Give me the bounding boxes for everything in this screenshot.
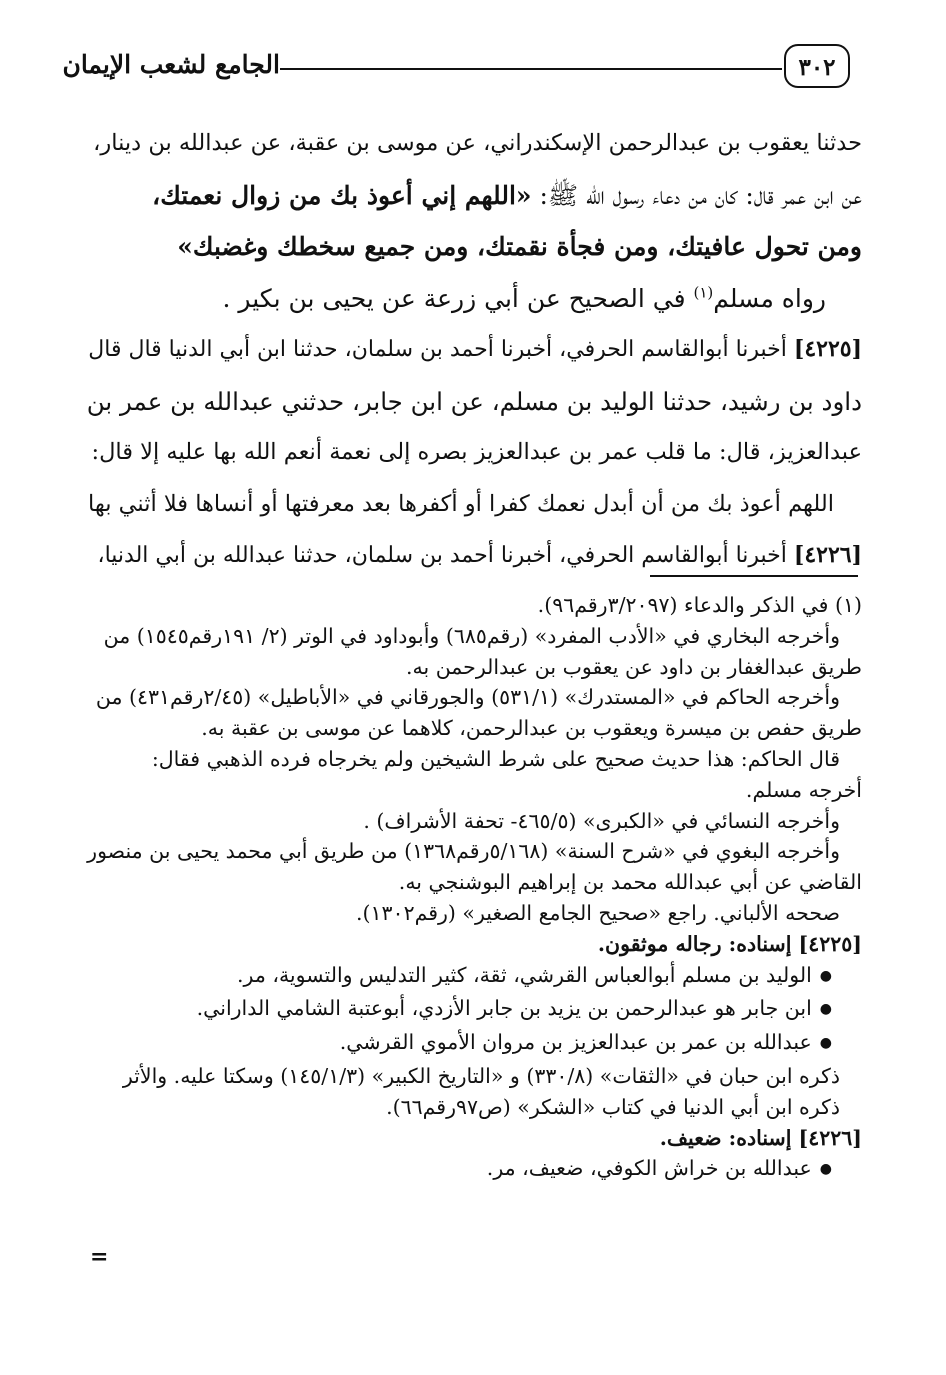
footnote-heading: [٤٢٢٥] إسناده: رجاله موثقون. — [597, 931, 862, 956]
text-run: عن ابن عمر قال: كان من دعاء رسول الله ﷺ: — [531, 180, 862, 210]
footnote-line: ذكره ابن أبي الدنيا في كتاب «الشكر» (ص٩٧رقم٦٦). — [386, 1094, 840, 1119]
footnote-line: أخرجه مسلم. — [745, 777, 862, 802]
page-number: ٣٠٢ — [784, 44, 850, 88]
text-line: داود بن رشيد، حدثنا الوليد بن مسلم، عن ابن جابر، حدثني عبدالله بن عمر بن — [86, 386, 862, 416]
footnote-line: وأخرجه الحاكم في «المستدرك» (٥٣١/١) والجورقاني في «الأباطيل» (٢/٤٥رقم٤٣١) من — [95, 685, 840, 710]
header-rule — [280, 68, 782, 70]
text-run: أخبرنا أبوالقاسم الحرفي، أخبرنا أحمد بن سلمان، حدثنا ابن أبي الدنيا قال قال — [88, 337, 794, 362]
prophetic-supplication: «اللهم إني أعوذ بك من زوال نعمتك، — [152, 180, 532, 210]
text-line: اللهم أعوذ بك من أن أبدل نعمك كفرا أو أكفرها بعد معرفتها أو أنساها فلا أثني بها — [88, 490, 834, 517]
text-run: في الصحيح عن أبي زرعة عن يحيى بن بكير . — [222, 283, 694, 313]
main-text — [82, 118, 862, 582]
hadith-number: [٤٢٢٦] — [793, 542, 862, 568]
footnote-marker: (١) — [693, 283, 714, 302]
footnote-line: قال الحاكم: هذا حديث صحيح على شرط الشيخين ولم يخرجاه فرده الذهبي فقال: — [151, 746, 840, 771]
narrator-bullet: ● عبدالله بن خراش الكوفي، ضعيف، مر. — [82, 1153, 862, 1187]
footnote-line: ذكره ابن حبان في «الثقات» (٣٣٠/٨) و «التاريخ الكبير» (١٤٥/١/٣) وسكتا عليه. والأثر — [122, 1063, 840, 1088]
text-run: أخبرنا أبوالقاسم الحرفي، أخبرنا أحمد بن سلمان، حدثنا عبدالله بن أبي الدنيا، — [97, 543, 794, 568]
footnote-line: وأخرجه النسائي في «الكبرى» (٤٦٥/٥- تحفة الأشراف) . — [363, 808, 840, 833]
continuation-mark: = — [90, 1244, 109, 1270]
footnote-line: وأخرجه البغوي في «شرح السنة» (٥/١٦٨رقم١٣٦٨) من طريق أبي محمد يحيى بن منصور — [87, 839, 840, 864]
footnote-line: وأخرجه البخاري في «الأدب المفرد» (رقم٦٨٥) وأبوداود في الوتر (٢/ ١٩١رقم١٥٤٥) من — [103, 623, 840, 648]
narrator-bullet: ● ابن جابر هو عبدالرحمن بن يزيد بن جابر الأزدي، أبوعتبة الشامي الداراني. — [82, 993, 862, 1027]
footnote-heading: [٤٢٢٦] إسناده: ضعيف. — [659, 1125, 862, 1150]
text-line: عبدالعزيز، قال: ما قلب عمر بن عبدالعزيز بصره إلى نعمة أنعم الله بها عليه إلا قال: — [91, 439, 862, 465]
footnote-line: (١) في الذكر والدعاء (٣/٢٠٩٧رقم٩٦). — [537, 593, 862, 617]
footnote-line: طريق حفص بن ميسرة ويعقوب بن عبدالرحمن، كلاهما عن موسى بن عقبة به. — [201, 716, 862, 741]
text-line — [82, 273, 862, 325]
footnote-line: القاضي عن أبي عبدالله محمد بن إبراهيم البوشنجي به. — [398, 870, 862, 895]
footnote-line: طريق عبدالغفار بن داود عن يعقوب بن عبدالرحمن به. — [405, 654, 862, 679]
hadith-number: [٤٢٢٥] — [793, 336, 862, 362]
hadith-4226-line — [82, 530, 862, 582]
narrator-bullet: ● عبدالله بن عمر بن عبدالعزيز بن مروان الأموي القرشي. — [82, 1027, 862, 1061]
footnotes — [82, 590, 862, 1187]
prophetic-supplication-cont: ومن تحول عافيتك، ومن فجأة نقمتك، ومن جميع سخطك وغضبك» — [177, 232, 862, 261]
narrator-bullet: ● الوليد بن مسلم أبوالعباس القرشي، ثقة، كثير التدليس والتسوية، مر. — [82, 960, 862, 994]
text-run: رواه مسلم — [713, 283, 826, 313]
running-title: الجامع لشعب الإيمان — [62, 50, 280, 79]
text-line: حدثنا يعقوب بن عبدالرحمن الإسكندراني، عن موسى بن عقبة، عن عبدالله بن دينار، — [93, 130, 862, 156]
footnote-separator — [650, 575, 858, 577]
hadith-4225-line — [82, 324, 862, 376]
text-line — [82, 170, 862, 222]
footnote-line: صححه الألباني. راجع «صحيح الجامع الصغير» (رقم١٣٠٢). — [356, 900, 840, 925]
page-header — [60, 40, 860, 96]
